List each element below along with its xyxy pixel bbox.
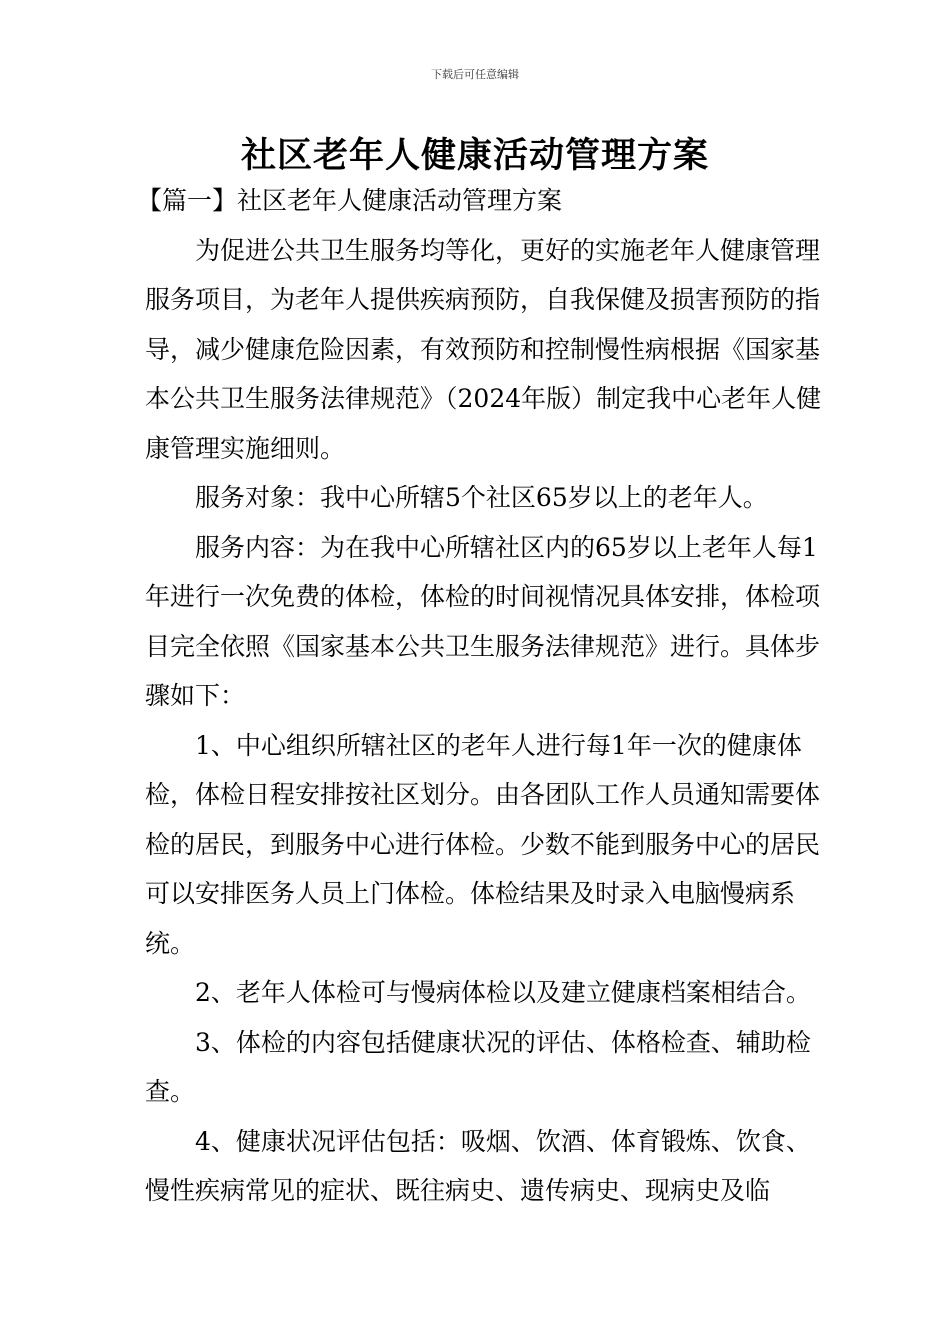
header-note: 下载后可任意编辑	[431, 68, 519, 81]
paragraph-intro: 为促进公共卫生服务均等化，更好的实施老年人健康管理服务项目，为老年人提供疾病预防，自我保健及损害预防的指导，减少健康危险因素，有效预防和控制慢性病根据《国家基本公共卫生服务法律规范》（2024年版）制定我中心老年人健康管理实施细则。	[145, 235, 822, 463]
paragraph-service-content: 服务内容：为在我中心所辖社区内的65岁以上老年人每1年进行一次免费的体检，体检的时间视情况具体安排，体检项目完全依照《国家基本公共卫生服务法律规范》进行。具体步骤如下：	[145, 532, 821, 710]
paragraph-step-1: 1、中心组织所辖社区的老年人进行每1年一次的健康体检，体检日程安排按社区划分。由各团队工作人员通知需要体检的居民，到服务中心进行体检。少数不能到服务中心的居民可以安排医务人员上门体检。体检结果及时录入电脑慢病系统。	[145, 730, 821, 958]
document-title: 社区老年人健康活动管理方案	[240, 136, 709, 176]
document-body	[137, 176, 825, 1216]
paragraph-service-target: 服务对象：我中心所辖5个社区65岁以上的老年人。	[195, 483, 768, 512]
paragraph-step-4: 4、健康状况评估包括：吸烟、饮酒、体育锻炼、饮食、慢性疾病常见的症状、既往病史、遗传病史、现病史及临	[145, 1126, 811, 1205]
paragraph-step-2: 2、老年人体检可与慢病体检以及建立健康档案相结合。	[195, 978, 811, 1007]
paragraph-step-3: 3、体检的内容包括健康状况的评估、体格检查、辅助检查。	[145, 1027, 811, 1106]
section-subtitle: 【篇一】社区老年人健康活动管理方案	[137, 186, 563, 215]
